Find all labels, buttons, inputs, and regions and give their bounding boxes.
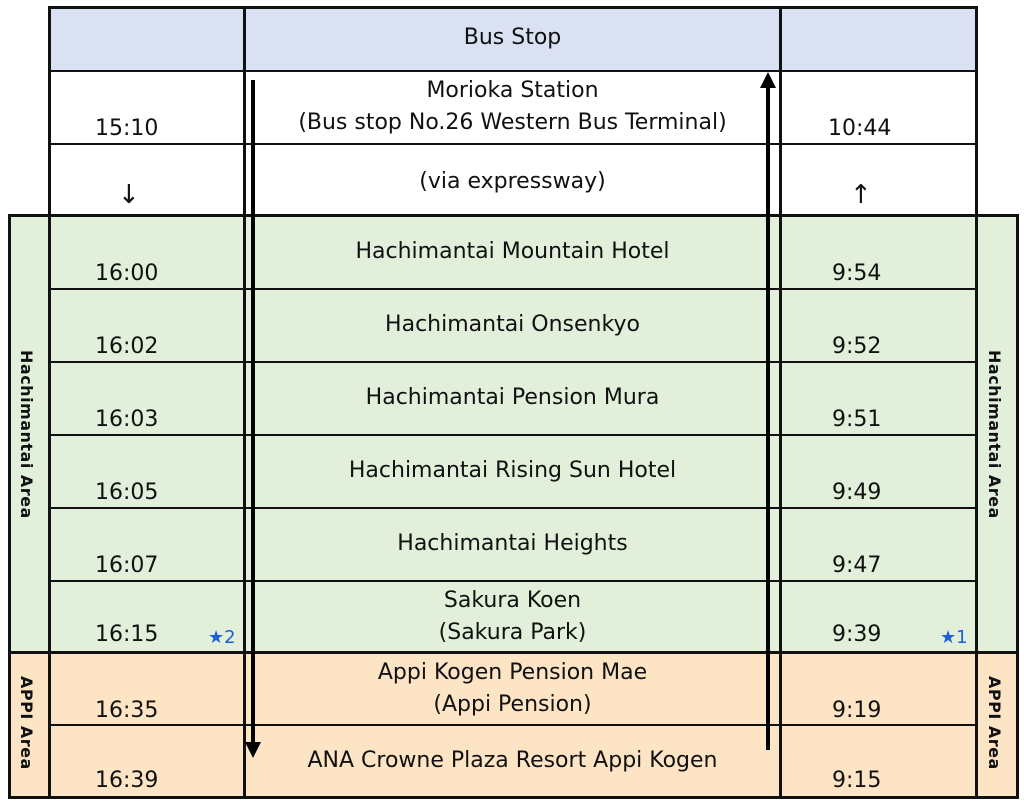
up-route-arrow [760,72,776,750]
bus-stop-header: Bus Stop [463,25,562,50]
return-time: 9:47 [832,553,882,578]
stop-name: Sakura Koen (Sakura Park) [438,588,587,645]
star-note-icon: ★2 [208,627,236,648]
stop-name: ANA Crowne Plaza Resort Appi Kogen [307,748,718,773]
stop-name: Hachimantai Heights [397,531,628,556]
up-arrow-icon: ↑ [850,180,872,210]
outbound-time: 16:02 [95,334,159,359]
outbound-time: 16:39 [95,768,159,793]
outbound-time: 16:00 [95,261,159,286]
outbound-time: 16:05 [95,480,159,505]
stop-name: Hachimantai Rising Sun Hotel [348,458,677,483]
area-label-right: APPI Area [985,676,1004,770]
stop-name: Appi Kogen Pension Mae (Appi Pension) [377,660,648,717]
return-time: 9:52 [832,334,882,359]
return-time: 9:19 [832,698,882,723]
stop-name: Hachimantai Onsenkyo [385,312,640,337]
return-time: 9:39 [832,622,882,647]
area-label-right: Hachimantai Area [985,350,1004,519]
outbound-time: 16:35 [95,698,159,723]
outbound-time: 15:10 [95,116,159,141]
stop-name: Hachimantai Pension Mura [365,385,660,410]
return-time: 9:54 [832,261,882,286]
stop-name: Morioka Station (Bus stop No.26 Western Bus Terminal) [298,78,727,135]
return-time: 9:15 [832,768,882,793]
via-expressway-label: (via expressway) [419,169,606,194]
area-label-left: APPI Area [17,676,36,770]
area-label-left: Hachimantai Area [17,350,36,519]
outbound-time: 16:03 [95,407,159,432]
down-route-arrow [245,80,261,758]
outbound-time: 16:15 [95,622,159,647]
stop-name: Hachimantai Mountain Hotel [355,239,670,264]
star-note-icon: ★1 [940,627,968,648]
return-time: 10:44 [828,116,892,141]
return-time: 9:49 [832,480,882,505]
outbound-time: 16:07 [95,553,159,578]
return-time: 9:51 [832,407,882,432]
down-arrow-icon: ↓ [118,180,140,210]
